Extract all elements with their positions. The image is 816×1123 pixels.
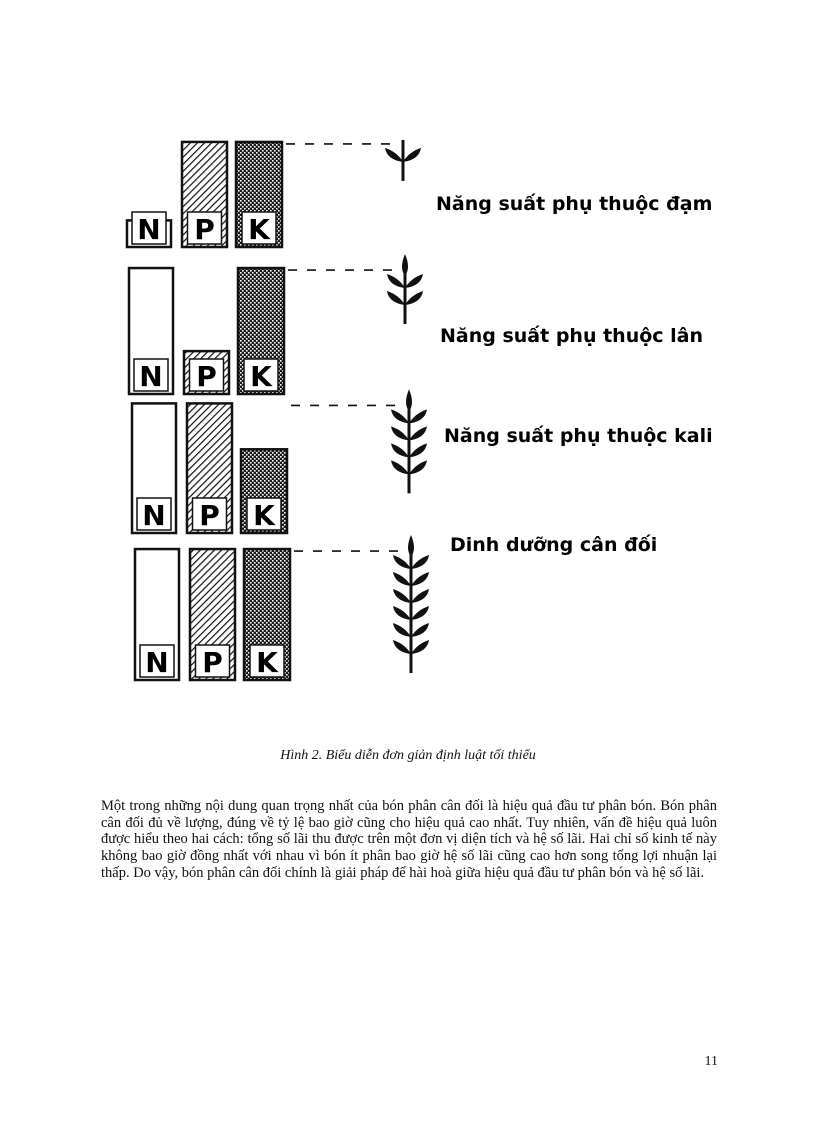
row-label-2: Năng suất phụ thuộc lân	[440, 325, 704, 347]
n-letter-4: N	[145, 646, 169, 679]
row-label-4: Dinh dưỡng cân đối	[450, 534, 658, 556]
n-letter-2: N	[139, 360, 163, 393]
row-label-1: Năng suất phụ thuộc đạm	[436, 193, 713, 215]
k-letter-1: K	[248, 213, 270, 246]
k-letter-2: K	[250, 360, 272, 393]
p-letter-2: P	[196, 360, 217, 393]
plant-icon	[393, 535, 429, 673]
npk-row-2	[129, 254, 703, 394]
plant-icon	[385, 140, 421, 181]
body-paragraph: Một trong những nội dung quan trọng nhất của bón phân cân đối là hiệu quả đầu tư phân bón. Bón phân cân đối đủ về lượng, đúng về tỷ lệ bao giờ cũng cho hiệu quả cao nhất. Tuy nhiên, vấn đề hiệu quả luôn được hiểu theo hai cách: tổng số lãi thu được trên một đơn vị diện tích và hệ số lãi. Hai chỉ số kinh tế này không bao giờ đồng nhất với nhau vì bón ít phân bao giờ hệ số lãi cũng cao hơn song tổng lợi nhuận lại thấp. Do vậy, bón phân cân đối chính là giải pháp để hài hoà giữa hiệu quả đầu tư phân bón và hệ số lãi.	[101, 798, 717, 881]
k-letter-3: K	[253, 499, 275, 532]
k-letter-4: K	[256, 646, 278, 679]
p-letter-3: P	[199, 499, 220, 532]
npk-row-1	[127, 140, 712, 247]
plant-icon	[387, 254, 423, 324]
npk-row-4	[135, 533, 657, 680]
figure-caption: Hình 2. Biểu diễn đơn giản định luật tối thiểu	[280, 748, 536, 763]
n-letter-1: N	[137, 213, 161, 246]
p-letter-4: P	[202, 646, 223, 679]
p-letter-1: P	[194, 213, 215, 246]
n-letter-3: N	[142, 499, 166, 532]
page-number: 11	[704, 1054, 718, 1069]
row-label-3: Năng suất phụ thuộc kali	[444, 425, 713, 447]
npk-row-3	[132, 389, 713, 533]
plant-icon	[391, 389, 427, 493]
